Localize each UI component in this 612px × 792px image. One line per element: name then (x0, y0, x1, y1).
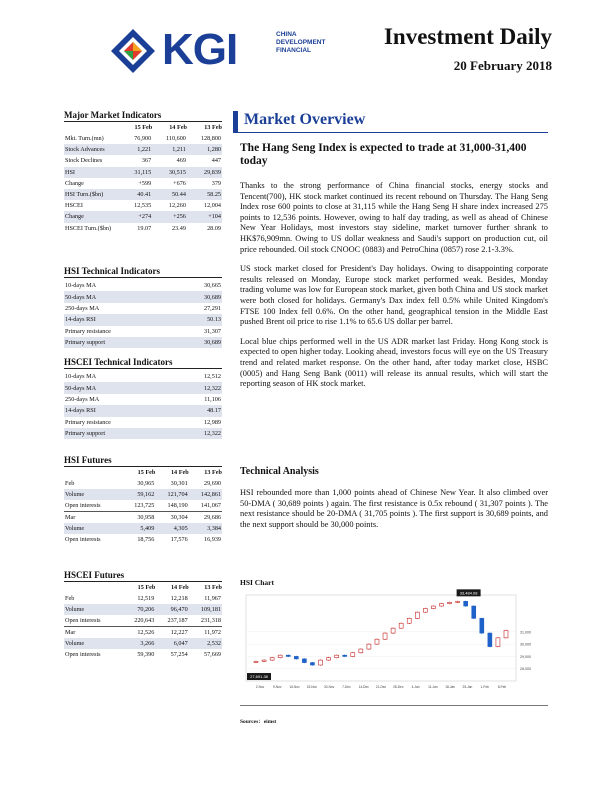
cell-value: 367 (141, 157, 152, 165)
candle (335, 655, 339, 657)
candle (343, 655, 347, 656)
publication-date: 20 February 2018 (453, 58, 552, 73)
chart-footer (240, 705, 548, 728)
y-tick-label: 31,000 (520, 630, 531, 635)
candle (319, 660, 323, 665)
x-tick-label: 25-Jan (462, 685, 473, 689)
row-label: Primary support (64, 428, 177, 439)
column-header: 15 Feb (134, 124, 153, 131)
x-tick-label: 28-Dec (393, 685, 404, 689)
candle (399, 623, 403, 628)
cell-value: 12,512 (203, 373, 221, 381)
row-label: Mar (64, 512, 122, 523)
table-row (64, 371, 222, 382)
cell-value: 110,600 (166, 135, 186, 143)
cell-value: 30,515 (152, 167, 187, 178)
candle (504, 630, 508, 637)
candle (294, 656, 298, 658)
cell-value: 3,266 (122, 638, 155, 649)
kgi-logo-icon (110, 28, 156, 74)
column-header: 13 Feb (204, 469, 222, 476)
x-tick-label: 23-Nov (306, 685, 317, 689)
table-row (64, 394, 222, 405)
cell-value: 11,106 (204, 395, 221, 403)
candle (448, 602, 452, 603)
y-tick-label: 30,000 (520, 642, 531, 647)
table-row (64, 649, 222, 660)
overview-paragraph-2: US stock market closed for President's Day holidays. Owing to disappointing corporate results released on Monday, Europe stock market performed weak. Besides, Monday trading volume was low for European stock market, given both China and US stock market were both closed for holidays. Germany's Dax index fell 0.5% while United Kingdom's FTSE 100 Index fell 0.6%. On the other hand, geographical tension in the Middle East pushed Brent oil price to rise 1.1% to 65.6 US dollar per barrel. (240, 264, 548, 327)
hscei-technical-indicators (64, 357, 222, 439)
row-label: Volume (64, 638, 122, 649)
cell-value: 121,704 (155, 489, 188, 500)
cell-value: 12,535 (134, 202, 152, 210)
row-label: Volume (64, 489, 122, 500)
x-tick-label: 11-Jan (428, 685, 438, 689)
cell-value: +676 (173, 179, 186, 187)
logo-subtitle: CHINA DEVELOPMENT FINANCIAL (276, 31, 326, 54)
cell-value: 1,280 (187, 144, 222, 155)
table-row (64, 189, 222, 200)
row-label: HSI Turn.($bn) (64, 189, 122, 200)
headline: The Hang Seng Index is expected to trade at 31,000-31,400 today (240, 142, 527, 167)
column-header: 15 Feb (137, 469, 156, 476)
candle (415, 612, 419, 618)
section-title: HSCEI Technical Indicators (64, 357, 222, 369)
cell-value: 31,115 (122, 167, 152, 178)
cell-value: 16,939 (203, 536, 221, 544)
section-title: HSI Technical Indicators (64, 266, 222, 278)
cell-value: 27,291 (203, 304, 221, 312)
row-label: Mar (64, 627, 122, 638)
technical-paragraph: HSI rebounded more than 1,000 points ahead of Chinese New Year. It also climbed over 50-DMA ( 30,689 points ) again. The first resistance is 0.5x rebound ( 31,307 points ). The next resistance should be 20-DMA ( 31,705 points ). The first support is 30,689 points, and the next support should be 30,000 points. (240, 488, 548, 529)
candle (359, 649, 363, 653)
row-label: Volume (64, 523, 122, 534)
x-tick-label: 4-Jan (411, 685, 420, 689)
cell-value: 57,669 (203, 651, 221, 659)
table-row (64, 155, 222, 166)
cell-value: 59,390 (137, 651, 155, 659)
cell-value: 12,260 (168, 202, 186, 210)
column-header: 13 Feb (204, 584, 222, 591)
x-tick-label: 1-Feb (480, 685, 489, 689)
row-label: HSCEI Turn.($bn) (65, 224, 112, 232)
table-row (64, 523, 222, 534)
section-title: Major Market Indicators (64, 110, 222, 122)
cell-value: +256 (152, 211, 187, 222)
cell-value: 12,004 (203, 202, 221, 210)
candle (464, 601, 468, 606)
max-label: 33,484.08 (459, 590, 478, 596)
row-label: Open interests (65, 651, 101, 659)
cell-value: 142,861 (189, 489, 222, 500)
candle (327, 658, 331, 660)
cell-value: +104 (187, 211, 222, 222)
row-label: HSI (64, 167, 122, 178)
overview-paragraph-1: Thanks to the strong performance of China financial stocks, energy stocks and Tencent(700), HK stock market continued its recent rebound on Thursday. The Hang Seng Index rose 600 points to close at 31,115 while the Hang Seng H share index increased 275 points to 12,536 points. However, owing to half day trading, as well as ahead of Chinese New Year Holidays, most investors stay sideline, market turnover further shrank to HK$76,909mn. Owing to US dollar weakness and Saudi's support on production cut, oil price rebounded. Oil stock CNOOC (0883) and PetroChina (0857) rose 2.1-3.3%. (240, 181, 548, 254)
candle (262, 660, 266, 661)
row-label: Open interests (65, 617, 101, 625)
cell-value: 29,839 (187, 167, 222, 178)
cell-value: 12,218 (170, 595, 188, 603)
cell-value: 1,211 (152, 144, 187, 155)
cell-value: 469 (176, 157, 186, 165)
table-row (64, 223, 222, 234)
column-header: 14 Feb (170, 469, 189, 476)
candle (391, 628, 395, 633)
row-label: Open interests (65, 502, 101, 510)
cell-value: +274 (122, 211, 152, 222)
hsi-futures-table (64, 467, 222, 545)
cell-value: 29,690 (203, 480, 221, 488)
row-label: 250-days MA (65, 395, 100, 403)
hsi-chart (240, 589, 548, 701)
y-tick-label: 28,000 (520, 667, 531, 672)
table-row (64, 144, 222, 155)
x-tick-label: 18-Jan (445, 685, 456, 689)
major-market-indicators (64, 110, 222, 234)
cell-value: 11,972 (189, 627, 222, 638)
cell-value: 12,322 (177, 382, 222, 393)
technical-analysis (240, 466, 548, 530)
hscei-futures-table (64, 582, 222, 660)
x-tick-label: 8-Feb (497, 685, 507, 689)
table-row (64, 500, 222, 511)
cell-value: 30,689 (177, 337, 222, 348)
row-label: 50-days MA (64, 291, 177, 302)
cell-value: 50.13 (177, 314, 222, 325)
table-row (64, 326, 222, 337)
table-row (64, 382, 222, 393)
candle (270, 658, 274, 660)
cell-value: 220,643 (134, 617, 155, 625)
market-overview-body (240, 142, 548, 390)
x-tick-label: 16-Nov (289, 685, 300, 689)
row-label: Change (65, 179, 84, 187)
candle (302, 659, 306, 663)
row-label: Primary resistance (65, 418, 111, 426)
cell-value: 18,756 (137, 536, 155, 544)
cell-value: 5,409 (122, 523, 155, 534)
row-label: 10-days MA (65, 282, 97, 290)
candle (407, 618, 411, 623)
cell-value: 12,526 (122, 627, 155, 638)
row-label: Change (64, 211, 122, 222)
hscei-technical-table (64, 371, 222, 439)
cell-value: 30,958 (122, 512, 155, 523)
row-label: Volume (64, 604, 122, 615)
table-row (64, 627, 222, 638)
y-tick-label: 29,000 (520, 654, 531, 659)
cell-value: 148,190 (167, 502, 188, 510)
row-label: Primary resistance (65, 327, 111, 335)
table-row (64, 615, 222, 626)
row-label: Stock Advances (64, 144, 122, 155)
cell-value: 59,162 (122, 489, 155, 500)
candle (480, 618, 484, 633)
publication-title: Investment Daily (383, 24, 552, 49)
table-row (64, 314, 222, 325)
candle (488, 633, 492, 647)
table-row (64, 178, 222, 189)
table-row (64, 512, 222, 523)
table-row (64, 489, 222, 500)
cell-value: 23.49 (171, 224, 186, 232)
table-row (64, 133, 222, 144)
chart-source: Sources：eimst (240, 719, 277, 725)
cell-value: 30,301 (170, 480, 188, 488)
x-tick-label: 30-Nov (324, 685, 335, 689)
cell-value: 28.09 (207, 224, 221, 232)
table-row (64, 638, 222, 649)
cell-value: 96,470 (155, 604, 188, 615)
table-row (64, 478, 222, 489)
table-row (64, 211, 222, 222)
cell-value: 12,322 (177, 428, 222, 439)
cell-value: 30,689 (177, 291, 222, 302)
column-header: 14 Feb (169, 124, 187, 131)
row-label: 14-days RSI (64, 314, 177, 325)
cell-value: 447 (211, 157, 221, 165)
row-label: Primary support (64, 337, 177, 348)
table-row (64, 604, 222, 615)
cell-value: 40.41 (122, 189, 152, 200)
candle (310, 663, 314, 665)
cell-value: 17,576 (170, 536, 188, 544)
candle (286, 655, 290, 656)
candle (351, 653, 355, 657)
cell-value: 19.07 (137, 224, 152, 232)
kgi-logo (110, 25, 340, 74)
cell-value: 12,227 (155, 627, 188, 638)
x-tick-label: 2-Nov (255, 685, 265, 689)
candle (431, 606, 435, 608)
column-header: 15 Feb (137, 584, 156, 591)
row-label: Feb (65, 595, 75, 603)
candle (456, 601, 460, 602)
table-row (64, 167, 222, 178)
technical-analysis-title: Technical Analysis (240, 466, 319, 477)
cell-value: 141,067 (200, 502, 221, 510)
cell-value: 50.44 (152, 189, 187, 200)
row-label: 50-days MA (64, 382, 177, 393)
table-row (64, 200, 222, 211)
row-label: 250-days MA (65, 304, 100, 312)
cell-value: 109,181 (189, 604, 222, 615)
table-row (64, 280, 222, 291)
cell-value: 30,665 (203, 282, 221, 290)
hsi-technical-indicators (64, 266, 222, 348)
x-tick-label: 7-Dec (342, 685, 351, 689)
cell-value: 12,989 (203, 418, 221, 426)
table-row (64, 303, 222, 314)
cell-value: 128,800 (200, 135, 221, 143)
x-tick-label: 14-Dec (358, 685, 369, 689)
candle (496, 638, 500, 647)
min-label: 27,691.38 (250, 674, 268, 680)
candle (278, 655, 282, 657)
cell-value: 30,304 (155, 512, 188, 523)
cell-value: 231,318 (200, 617, 221, 625)
cell-value: 12,519 (137, 595, 155, 603)
cell-value: 58.25 (187, 189, 222, 200)
cell-value: 6,047 (155, 638, 188, 649)
cell-value: 11,967 (204, 595, 221, 603)
row-label: Mkt. Turn.(mn) (65, 135, 104, 143)
table-row (64, 534, 222, 545)
column-header: 13 Feb (204, 124, 222, 131)
chart-title: HSI Chart (240, 578, 274, 587)
candle (423, 609, 427, 613)
overview-paragraph-3: Local blue chips performed well in the US ADR market last Friday. Hong Kong stock is expected to open higher today. Looking ahead, investors focus will eye on the US Treasury trend and related market response. On the other hand, after today market close, HSBC (0005) and Hang Seng Bank (0011) will release its annual results, which will start the reporting season of HK stock market. (240, 336, 548, 389)
cell-value: +599 (138, 179, 152, 187)
cell-value: 70,206 (122, 604, 155, 615)
section-title: HSCEI Futures (64, 570, 222, 582)
cell-value: 29,686 (189, 512, 222, 523)
cell-value: 1,221 (122, 144, 152, 155)
hscei-futures (64, 570, 222, 660)
column-header: 14 Feb (170, 584, 189, 591)
row-label: 10-days MA (65, 373, 97, 381)
table-row (64, 593, 222, 604)
cell-value: 30,965 (137, 480, 155, 488)
cell-value: 2,532 (189, 638, 222, 649)
market-overview-title: Market Overview (233, 111, 548, 133)
candle (472, 606, 476, 618)
row-label: HSCEI (65, 202, 83, 210)
row-label: Feb (65, 480, 75, 488)
cell-value: 31,307 (203, 327, 221, 335)
cell-value: 123,725 (134, 502, 155, 510)
candle (254, 661, 258, 662)
section-title: HSI Futures (64, 455, 222, 467)
x-tick-label: 9-Nov (273, 685, 282, 689)
candle (367, 644, 371, 649)
cell-value: 76,900 (134, 135, 152, 143)
cell-value: 379 (211, 179, 221, 187)
row-label: Open interests (65, 536, 101, 544)
cell-value: 48.17 (177, 405, 222, 416)
hsi-chart-section (240, 578, 548, 728)
table-row (64, 337, 222, 348)
hsi-technical-table (64, 280, 222, 348)
row-label: 14-days RSI (64, 405, 177, 416)
candle (383, 633, 387, 639)
table-row (64, 291, 222, 302)
row-label: Stock Declines (65, 157, 103, 165)
x-tick-label: 21-Dec (375, 685, 387, 689)
major-indicators-table (64, 122, 222, 234)
cell-value: 3,384 (189, 523, 222, 534)
candle (439, 604, 443, 606)
cell-value: 4,305 (155, 523, 188, 534)
hsi-futures (64, 455, 222, 545)
cell-value: 237,187 (167, 617, 188, 625)
table-row (64, 417, 222, 428)
logo-wordmark: KGI (162, 25, 238, 74)
table-row (64, 428, 222, 439)
candle (375, 639, 379, 644)
table-row (64, 405, 222, 416)
cell-value: 57,254 (170, 651, 188, 659)
